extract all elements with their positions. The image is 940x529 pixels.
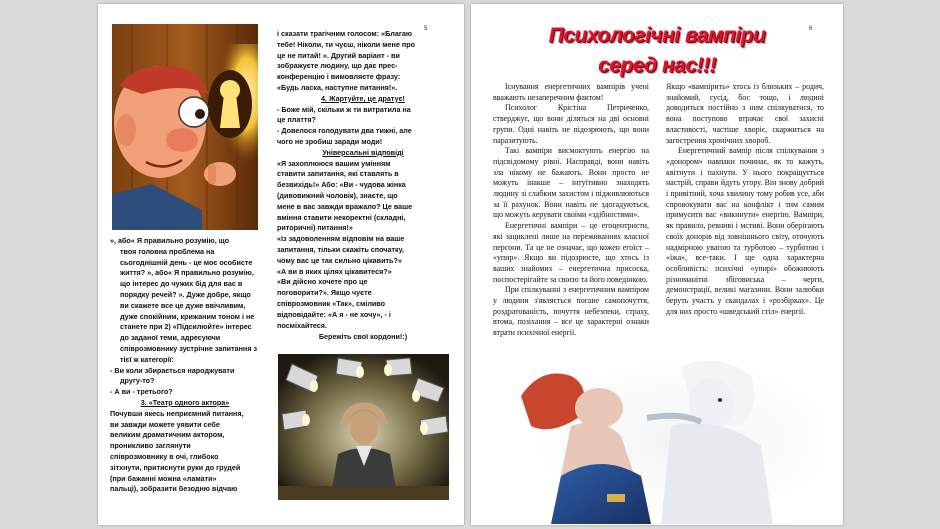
text-line: запитання, тільки скажіть спочатку, <box>277 244 405 254</box>
closing-line: Бережіть свої кордони!:) <box>318 332 408 342</box>
text-line: «Я захоплююся вашим умінням <box>277 158 391 168</box>
text-line: сьогоднішній день - це моє особисте <box>120 257 253 267</box>
text-line: - Боже мій, скільки ж ти витратила на <box>277 104 411 114</box>
article-title-line1: Психологічні вампіри <box>548 24 766 47</box>
text-line: твоя головна проблема на <box>120 246 215 256</box>
text-line: тієї ж категорії: <box>120 354 174 364</box>
text-line: », або« Я правильно розумію, що <box>110 236 230 245</box>
text-line: - Ви коли збирається народжувати <box>110 365 235 375</box>
right-page <box>471 4 843 525</box>
text-line: це не питай! ». Другий варіант - ви <box>277 50 400 60</box>
text-line: риторичні) питання!» <box>277 223 353 233</box>
interrogation-lamps-image <box>278 354 449 500</box>
paragraph: Енергетичний вампір після спілкування з «донором» навпаки починає, як то кажуть, квітнути і пахнути. У нього покращується настрій, справи йдуть угору. Він знову добрий і привітний, хоча хвилину тому робив усе, аби спровокувати вас на конфлікт і тим самим примусити вас «викинути» енергію. Вампіри, як правило, ревниві і мстиві. Вони оберігають своїх донорів від зовнішнього світу, оточують надмірною увагою та турботою – турботою і «їжа», все-таки. І ще одна характерна особливість: психічні «упирі» обожнюють різноманітні збіговиська – черги, демонстрації, великі магазини. Вони залюбки беруть участь у скандалах і «розбірках». Це для них просто «шведський стіл» енергії. <box>666 146 824 316</box>
text-line: проникливо заглянути <box>110 441 191 451</box>
paragraph: Енергетичні вампіри – це егоцентристи, які зациклені лише на переживаннях власної персони. Та це не означає, що кожен егоїст – «упир». Якщо ви підозрюєте, що хтось із ваших знайомих – енергетична присоска, поспостерігайте за своєю та його поведінкою. <box>493 221 649 284</box>
left-column-text <box>110 236 260 495</box>
left-page <box>98 4 464 525</box>
text-line: співрозмовнику зустрічне запитання з <box>120 343 258 353</box>
text-line: станете при 2) «Підсилюйте» інтерес <box>120 322 252 332</box>
right-column-text <box>277 29 449 343</box>
text-line: «А ви в яких цілях цікавитеся?» <box>277 266 392 276</box>
text-line: конференцію і вимовляєте фразу: <box>277 72 401 82</box>
text-line: чому вас це так сильно цікавить?» <box>277 255 402 265</box>
text-line: дуже спокійним, крижаним тоном і не <box>120 311 255 321</box>
text-line: це плаття? <box>277 115 316 125</box>
paragraph: Якщо «вампірить» хтось із близьких – родич, знайомий, сусід, бос тощо, і людині доводиться постійно з ним спілкуватися, то вона поступово втрачає свої захисні властивості, частіше хворіє, скаржиться на загострення хронічних хвороб. <box>666 82 824 145</box>
text-line: Почувши якесь неприємний питання, <box>110 408 244 418</box>
page-number: 6 <box>809 26 813 32</box>
text-line: другу-то? <box>120 376 155 386</box>
text-line: ставити запитання, які ставлять в <box>277 169 399 179</box>
text-line: безвихідь!» Або: «Ви - чудова жінка <box>277 180 406 190</box>
text-line: порядку речей? ». Дуже добре, якщо <box>120 289 251 299</box>
text-line: великим драматичним актором, <box>110 430 225 440</box>
text-line: (при бажанні можна «ламати» <box>110 473 217 483</box>
text-line: - Довелося голодувати два тижні, але <box>277 126 412 136</box>
section-heading: 4. Жартуйте, це дратує! <box>321 93 405 103</box>
section-heading: 3. «Театр одного актора» <box>140 397 230 407</box>
vampire-women-image <box>511 356 825 524</box>
text-line: співрозмовник «Так», сміливо <box>277 298 386 308</box>
keyhole-cartoon-image <box>112 24 258 230</box>
text-line: «Ви дійсно хочете про це <box>277 277 368 287</box>
text-line: «Будь ласка, наступне питання!». <box>277 82 398 92</box>
text-line: мене в вас завжди вражало? Це ваше <box>277 201 413 211</box>
article-column-left <box>493 82 649 339</box>
paragraph: Психолог Крістіна Петриченко, стверджує, що вони діляться на дві основні групи. Одні навіть не підозрюють, що вони паразитують. <box>493 103 649 145</box>
article-title-line2: серед нас!!! <box>598 54 716 77</box>
text-line: посміхайтеся. <box>277 320 327 330</box>
text-line: вміння ставити некоректні (складні, <box>277 212 406 222</box>
text-line: поговорити?». Якщо чуєте <box>277 288 372 298</box>
text-line: відповідайте: «А я - не хочу», - і <box>277 309 391 319</box>
text-line: зітхнути, притиснути руки до грудей <box>110 462 241 472</box>
article-column-right <box>666 82 824 317</box>
page-number: 5 <box>424 26 428 32</box>
text-line: чого не зробиш заради моди! <box>277 136 383 146</box>
text-line: ви завжди можете уявити себе <box>110 419 220 429</box>
text-line: - А ви - третього? <box>110 387 173 397</box>
text-line: тебе! Ніколи, ти чуєш, ніколи мене про <box>277 39 415 49</box>
paragraph: Такі вампіри висмоктують енергію на підсвідомому рівні. Насправді, вони навіть зла нікому не бажають. Вони просто не можуть інакше – інтуїтивно знаходять людину зі слабким захистом і підживлюються за її рахунок. Вони навіть не здогадуються, що можуть керувати своїми «здібностями». <box>493 146 649 220</box>
paragraph: Існування енергетичних вампірів ученi вважають незаперечним фактом! <box>493 82 649 102</box>
text-line: (дивовижний чоловік), знаєте, що <box>277 190 398 200</box>
paragraph: При спілкуванні з енергетичним вампіром у людини з'являється погане самопочуття, роздратованість, почуття небезпеки, страху, втома, позіхання – все це характерні ознаки втрати психічної енергії. <box>493 285 649 338</box>
text-line: що інтерес до чужих бід для вас в <box>120 279 243 289</box>
text-line: зображуєте людину, що дає прес- <box>277 61 398 71</box>
text-line: і сказати трагічним голосом: «Благаю <box>277 29 412 38</box>
text-line: життя? », або« Я правильно розумію, <box>120 268 254 278</box>
section-heading: Універсальні відповіді <box>322 147 404 157</box>
text-line: ви скажете все це дуже ввічливим, <box>120 300 246 310</box>
text-line: пальці), зобразити безодню відчаю <box>110 484 238 494</box>
text-line: співрозмовнику в очі, глибоко <box>110 451 219 461</box>
text-line: до заданої теми, адресуючи <box>120 333 221 343</box>
text-line: «Із задоволенням відповім на ваше <box>277 234 405 244</box>
